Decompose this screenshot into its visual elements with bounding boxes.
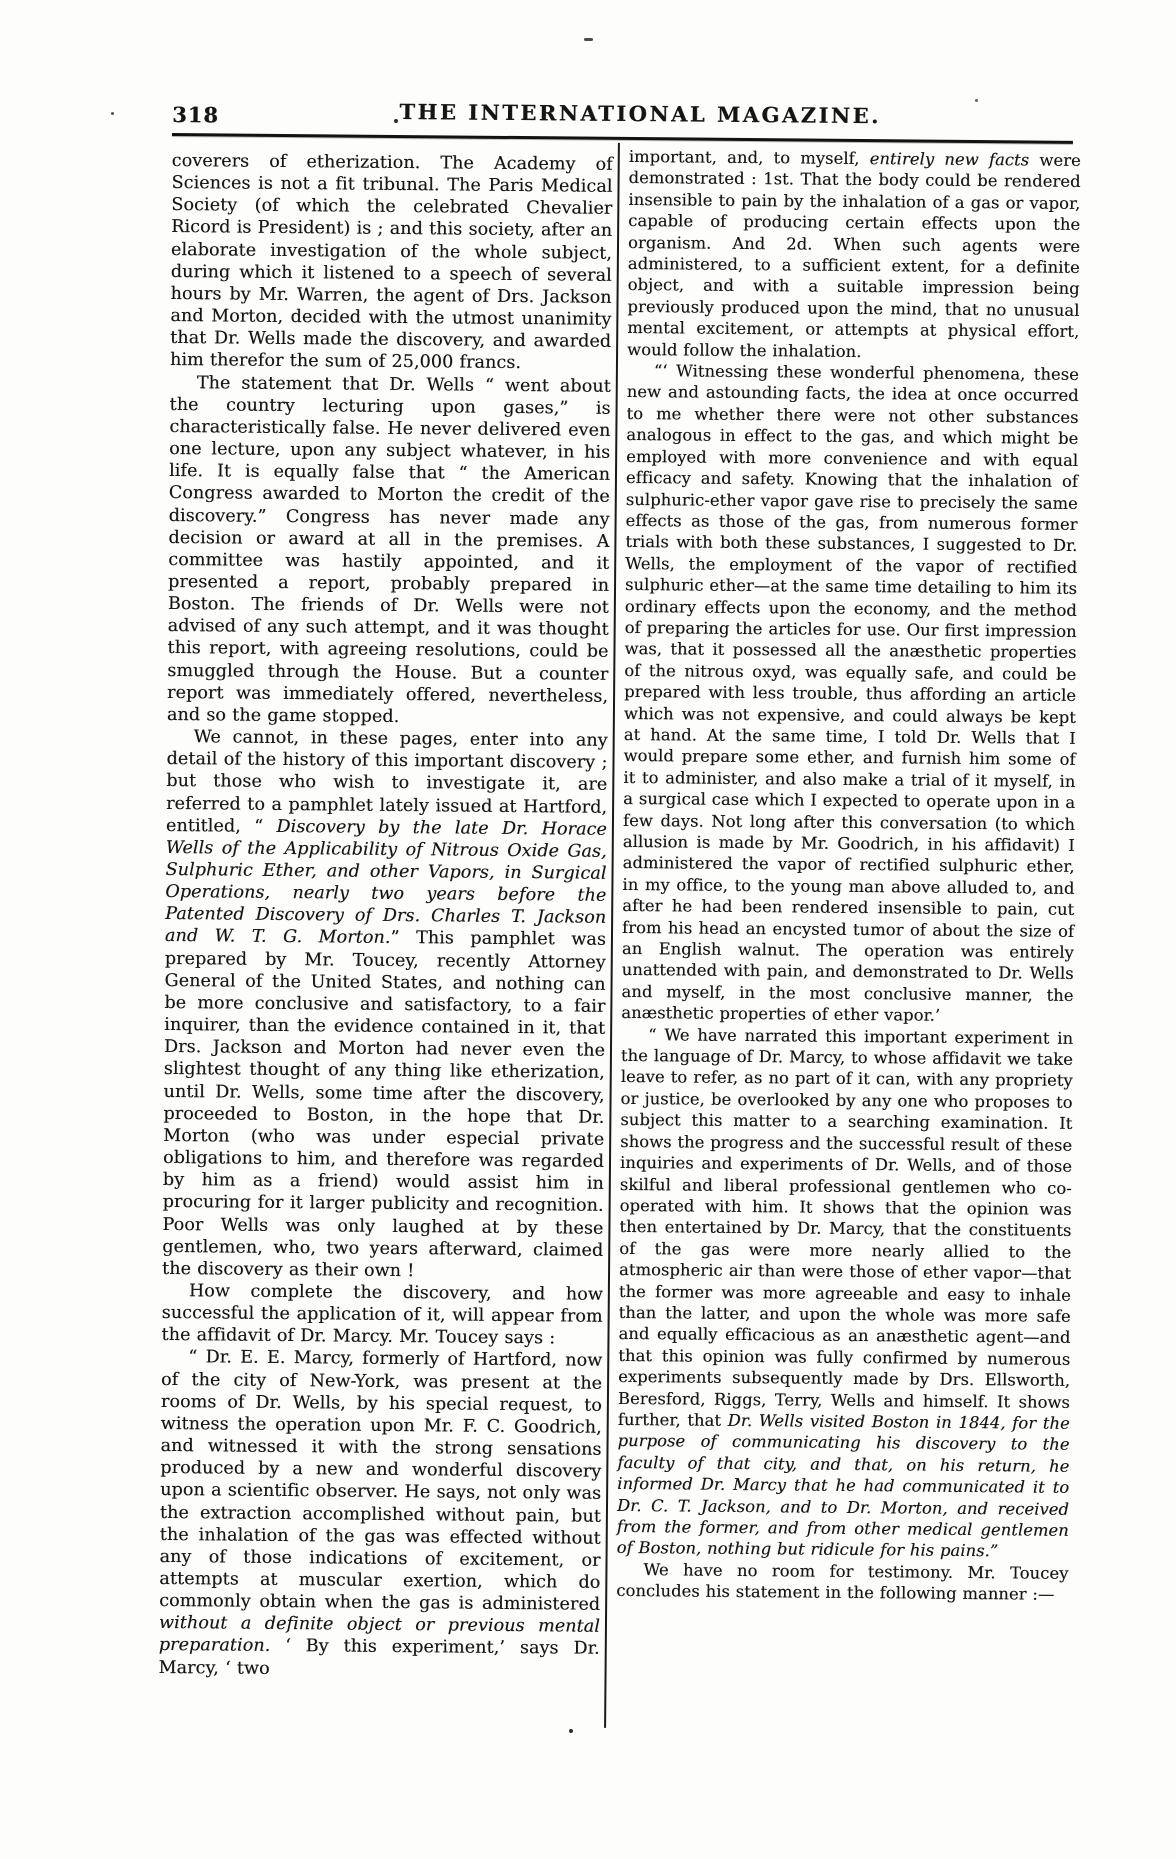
paragraph xyxy=(161,1280,603,1350)
text-run-italic: without a definite object or previous mental preparation. xyxy=(158,1613,601,1657)
text-run: coverers of etherization. The Academy of Sciences is not a fit tribunal. The Paris Medical Society (of which the celebrated Chevalier Ricord is President) is ; and this society, after an elaborate investigation of the whole subject, during which it listened to a speech of several hours by Mr. Warren, the agent of Drs. Jackson and Morton, decided with the utmost unanimity that Dr. Wells made the discovery, and awarded him therefor the sum of 25,000 francs. xyxy=(169,150,613,374)
text-run: important, and, to myself, xyxy=(628,146,870,169)
column-left xyxy=(158,150,612,1683)
text-run-italic: Discovery by the late Dr. Horace Wells of the Applicability of Nitrous Oxide Gas, Sulphuric Ether, and other Vapors, in Surgical Operations, nearly two years before the Patented Discovery of Drs. Charles T. Jackson and W. T. G. Morton. xyxy=(164,816,607,949)
header-rule xyxy=(172,133,1073,144)
text-run: We have no room for testimony. Mr. Toucey concludes his statement in the following manner :— xyxy=(616,1559,1069,1604)
text-run: We cannot, in these pages, enter into any detail of the history of this important discovery ; but those who wish to investigate it, are referred to a pamphlet lately issued at Hartford, entitled, “ xyxy=(165,727,608,837)
text-run: The statement that Dr. Wells “ went about the country lecturing upon gases,” is characteristically false. He never delivered even one lecture, upon any subject whatever, in his life. It is equally false that “ the American Congress awarded to Morton the credit of the discovery.” Congress has never made any decision or award at all in the premises. A committee was hastily appointed, and it presented a report, probably prepared in Boston. The friends of Dr. Wells were not advised of any such attempt, and it was thought this report, with agreeing resolutions, could be smuggled through the House. But a counter report was immediately offered, nevertheless, and so the game stopped. xyxy=(166,372,611,727)
scan-speck xyxy=(569,1729,573,1733)
scan-speck xyxy=(584,38,593,41)
scan-speck xyxy=(394,119,398,123)
paragraph xyxy=(627,146,1081,364)
scan-speck xyxy=(975,99,978,102)
text-run-italic: entirely new facts xyxy=(869,149,1030,170)
paragraph xyxy=(617,1024,1074,1563)
paragraph xyxy=(167,372,611,730)
text-run-italic: Dr. Wells visited Boston in 1844, for the purpose of communicating his discovery to the faculty of that city, and that, on his return, he informed Dr. Marcy that he had communicated it to Dr. C. T. Jackson, and to Dr. Morton, and received from the former, and from other medical gentlemen of Boston, nothing but ridicule for his pains.” xyxy=(616,1410,1070,1561)
text-run: “‘ Witnessing these wonderful phenomena, these new and astounding facts, the idea at once occurred to me whether there were not other substances analogous in effect to the gas, and which might be employed with more convenience and with equal efficacy and safety. Knowing that the inhalation of sulphuric-ether vapor gave rise to precisely the same effects as those of the gas, from numerous former trials with both these substances, I suggested to Dr. Wells, the employment of the vapor of rectified sulphuric ether—at the same time detailing to him its ordinary effects upon the economy, and the method of preparing the articles for use. Our first impression was, that it possessed all the anæsthetic properties of the nitrous oxyd, was equally safe, and could be prepared with less trouble, thus affording an article which was not expensive, and could always be kept at hand. At the same time, I told Dr. Wells that I would prepare some ether, and furnish him some of it to administer, and also make a trial of it myself, in a surgical case which I expected to operate upon in a few days. Not long after this conversation (to which allusion is made by Mr. Goodrich, in his affidavit) I administered the vapor of rectified sulphuric ether, in my office, to the young man above alluded to, and after he had been rendered insensible to pain, cut from his head an encysted tumor of about the size of an English walnut. The operation was entirely unattended with pain, and demonstrated to Dr. Wells and myself, in the most conclusive manner, the anæsthetic properties of ether vapor.’ xyxy=(621,361,1079,1025)
scan-speck xyxy=(111,112,114,115)
text-run: ” This pamphlet was prepared by Mr. Toucey, recently Attorney General of the United States, and nothing can be more conclusive and satisfactory, to a fair inquirer, than the evidence contained in it, that Drs. Jackson and Morton had never even the slightest thought of any thing like etherization, until Dr. Wells, some time after the discovery, proceeded to Boston, in the hope that Dr. Morton (who was under especial private obligations to him, and therefore was regarded by him as a friend) would assist him in procuring for it larger publicity and recognition. Poor Wells was only laughed at by these gentlemen, who, two years afterward, claimed the discovery as their own ! xyxy=(161,928,607,1281)
text-run: were demonstrated : 1st. That the body could be rendered insensible to pain by the inhalation of a gas or vapor, capable of producing certain effects upon the organism. And 2d. When such agents were administered, to a sufficient extent, for a definite object, and with a suitable impression being previously produced upon the mind, that no unusual mental excitement, or attempts at physical effort, would follow the inhalation. xyxy=(627,150,1081,361)
text-run: How complete the discovery, and how successful the application of it, will appear from the affidavit of Dr. Marcy. Mr. Toucey says : xyxy=(161,1281,603,1349)
paragraph xyxy=(158,1346,602,1682)
text-run: “ We have narrated this important experiment in the language of Dr. Marcy, to whose affidavit we take leave to refer, as no part of it can, with any propriety or justice, be overlooked by any one who proposes to subject this matter to a searching examination. It shows the progress and the successful result of these inquiries and experiments of Dr. Wells, and of those skilful and liberal professional gentlemen who co-operated with him. It shows that the opinion was then entertained by Dr. Marcy, that the constituents of the gas were more nearly allied to the atmospheric air than were those of ether vapor—that the former was more agreeable and easy to inhale than the latter, and upon the whole was more safe and equally efficacious as an anæsthetic agent—and that this opinion was fully confirmed by numerous experiments subsequently made by Drs. Ellsworth, Beresford, Riggs, Terry, Wells and himself. It shows further, that xyxy=(617,1024,1074,1430)
paragraph xyxy=(621,360,1079,1028)
paragraph xyxy=(616,1559,1068,1606)
text-run: “ Dr. E. E. Marcy, formerly of Hartford, now of the city of New-York, was present at the rooms of Dr. Wells, by his special request, to witness the operation upon Mr. F. C. Goodrich, and witnessed it with the strong sensations produced by a new and wonderful discovery upon a scientific observer. He says, not only was the extraction accomplished without pain, but the inhalation of the gas was effected without any of those indications of excitement, or attempts at muscular exertion, which do commonly obtain when the gas is administered xyxy=(159,1347,603,1615)
column-right xyxy=(616,146,1081,1606)
magazine-title: THE INTERNATIONAL MAGAZINE. xyxy=(399,98,881,129)
paragraph xyxy=(170,150,613,375)
paragraph xyxy=(162,726,608,1284)
text-run: ‘ By this experiment,’ says Dr. Marcy, ‘ two xyxy=(158,1636,600,1679)
page-number: 318 xyxy=(172,102,220,128)
